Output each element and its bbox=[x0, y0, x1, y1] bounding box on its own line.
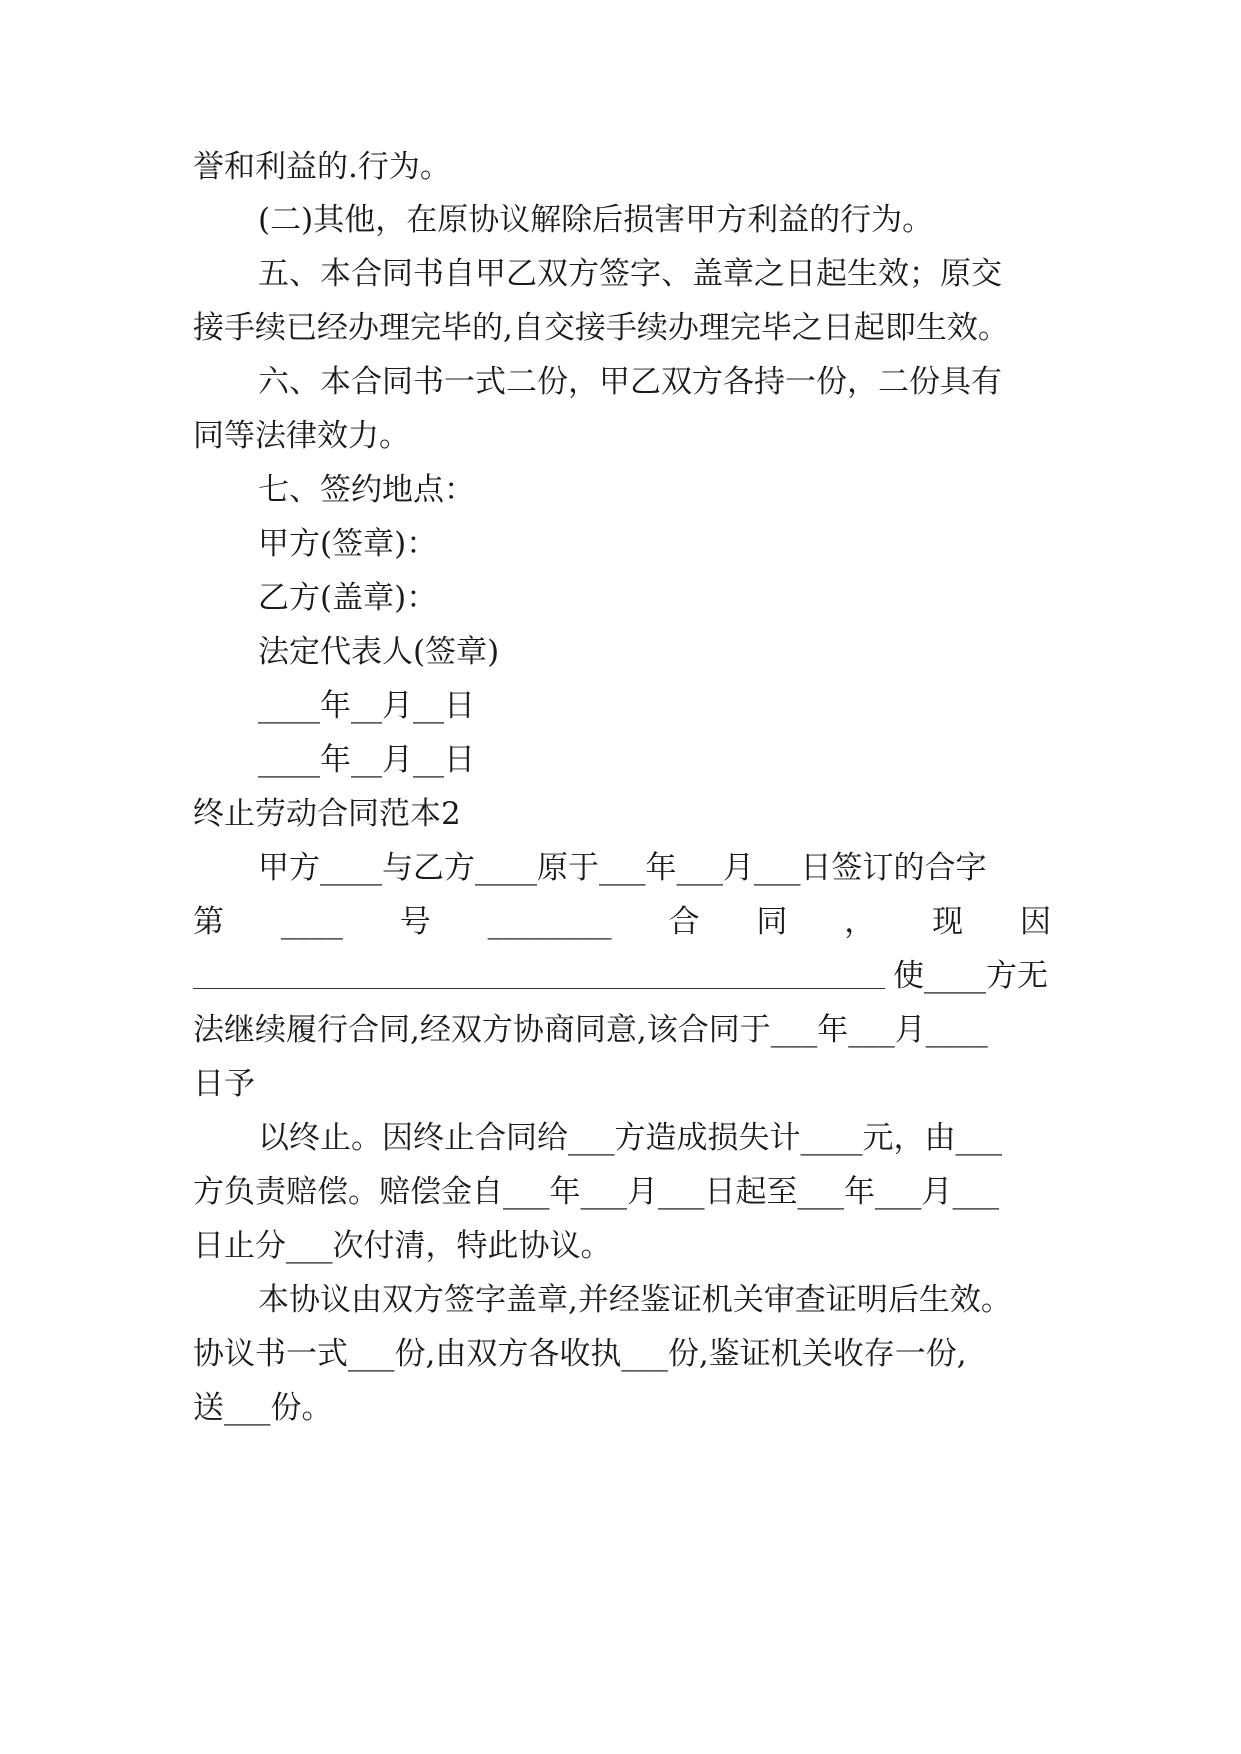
text-line: 同等法律效力。 bbox=[193, 418, 410, 454]
text-line: 法继续履行合同,经双方协商同意,该合同于___年___月____ bbox=[193, 1012, 988, 1048]
text-fragment: ， bbox=[844, 904, 876, 940]
text-fragment: 现 bbox=[932, 904, 964, 940]
text-line: 七、签约地点： bbox=[258, 472, 475, 508]
text-line: 以终止。因终止合同给___方造成损失计____元，由___ bbox=[258, 1120, 1002, 1156]
section-title: 终止劳动合同范本2 bbox=[193, 796, 461, 832]
text-line: 本协议由双方签字盖章,并经鉴证机关审查证明后生效。 bbox=[258, 1282, 1012, 1318]
text-line: 日止分___次付清，特此协议。 bbox=[193, 1228, 612, 1264]
signature-label: 甲方(签章)： bbox=[258, 526, 438, 562]
text-line: 日予 bbox=[193, 1066, 255, 1102]
text-line: 使____方无 bbox=[893, 958, 1048, 994]
text-line: 送___份。 bbox=[193, 1390, 333, 1426]
text-fragment: 因 bbox=[1020, 904, 1051, 940]
text-fragment: ____ bbox=[280, 904, 343, 940]
text-line: 协议书一式___份,由双方各收执___份,鉴证机关收存一份, bbox=[193, 1336, 967, 1372]
text-line: 甲方____与乙方____原于___年___月___日签订的合字 bbox=[258, 850, 987, 886]
text-fragment: 号 bbox=[399, 904, 431, 940]
text-line: 接手续已经办理完毕的,自交接手续办理完毕之日起即生效。 bbox=[193, 310, 1009, 346]
text-line-justified bbox=[193, 902, 1051, 942]
text-fragment: 第 bbox=[193, 904, 224, 940]
text-line: 方负责赔偿。赔偿金自___年___月___日起至___年___月___ bbox=[193, 1174, 999, 1210]
text-line: 五、本合同书自甲乙双方签字、盖章之日起生效；原交 bbox=[258, 256, 1002, 292]
signature-label: 法定代表人(签章) bbox=[258, 634, 500, 670]
blank-fill-line bbox=[193, 988, 885, 989]
date-line: ____年__月__日 bbox=[258, 742, 475, 778]
text-line: (二)其他，在原协议解除后损害甲方利益的行为。 bbox=[258, 202, 934, 238]
text-line: 六、本合同书一式二份，甲乙双方各持一份，二份具有 bbox=[258, 364, 1002, 400]
text-fragment: 同 bbox=[756, 904, 788, 940]
text-line: 誉和利益的.行为。 bbox=[193, 149, 451, 185]
text-fragment: 合 bbox=[668, 904, 700, 940]
signature-label: 乙方(盖章)： bbox=[258, 580, 438, 616]
date-line: ____年__月__日 bbox=[258, 688, 475, 724]
text-fragment: ________ bbox=[487, 904, 612, 940]
